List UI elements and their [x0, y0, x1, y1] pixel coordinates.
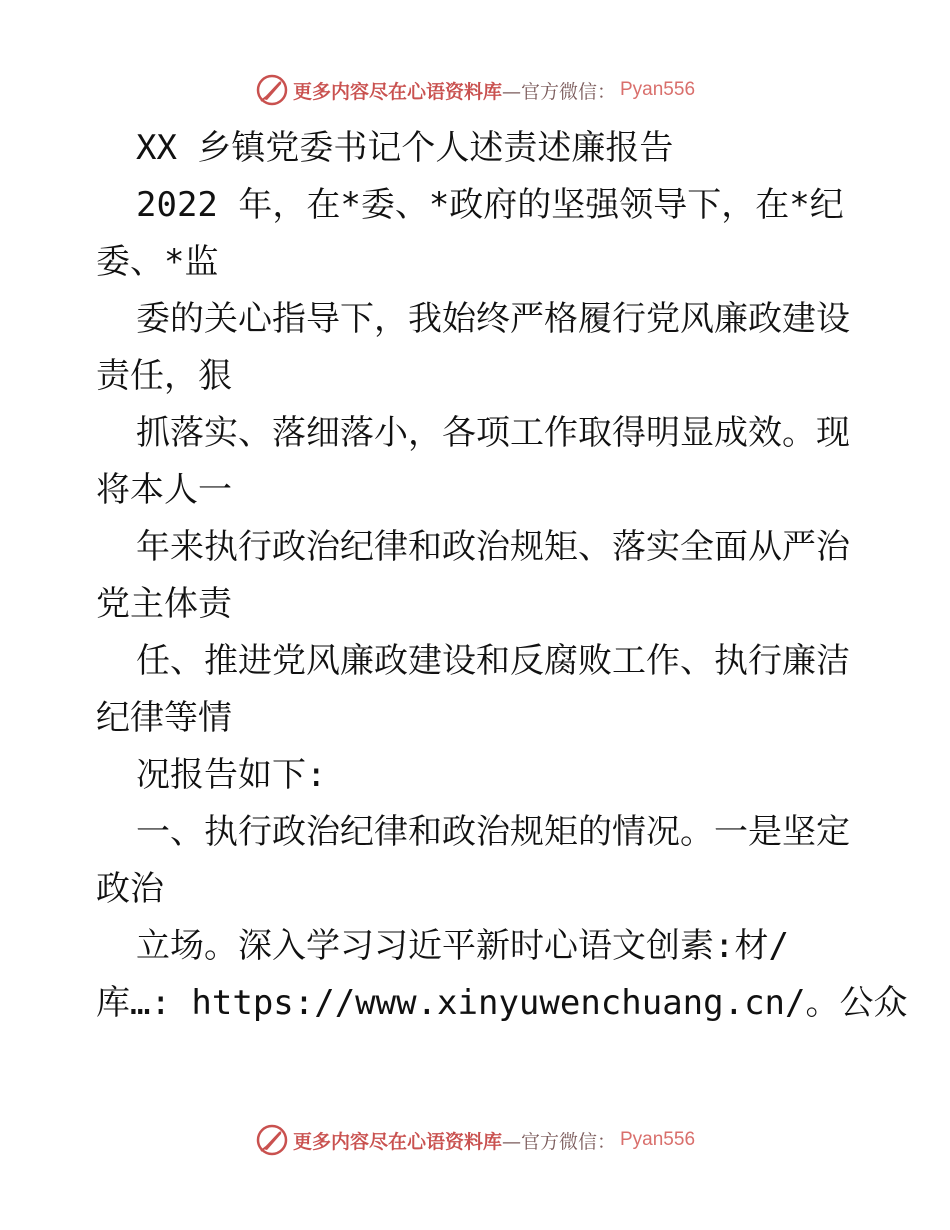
watermark-separator: —官方微信： — [501, 1130, 616, 1153]
quill-logo-icon — [255, 1123, 289, 1157]
paragraph-line: 党主体责 — [96, 584, 232, 624]
footer-watermark — [0, 1120, 950, 1160]
paragraph-line: 将本人一 — [96, 470, 232, 510]
paragraph-line: 委的关心指导下，我始终严格履行党风廉政建设 — [136, 299, 850, 339]
paragraph-line: 纪律等情 — [96, 698, 232, 738]
paragraph-line: 责任，狠 — [96, 356, 232, 396]
paragraph-line: 年来执行政治纪律和政治规矩、落实全面从严治 — [136, 527, 850, 567]
watermark-main-text: 更多内容尽在心语资料库 — [292, 80, 502, 103]
document-title: XX 乡镇党委书记个人述责述廉报告 — [136, 128, 674, 168]
watermark-separator: —官方微信： — [501, 80, 616, 103]
paragraph-line-with-url: 库…: https://www.xinyuwenchuang.cn/。公众 — [96, 983, 908, 1023]
paragraph-line: 况报告如下: — [136, 755, 327, 795]
watermark-wechat-id: Pyan556 — [620, 1129, 696, 1150]
paragraph-line: 任、推进党风廉政建设和反腐败工作、执行廉洁 — [136, 641, 850, 681]
quill-logo-icon — [255, 73, 289, 107]
paragraph-line: 立场。深入学习习近平新时心语文创素:材/ — [136, 926, 789, 966]
paragraph-line: 委、*监 — [96, 242, 219, 282]
paragraph-line: 抓落实、落细落小，各项工作取得明显成效。现 — [136, 413, 850, 453]
watermark-main-text: 更多内容尽在心语资料库 — [292, 1130, 502, 1153]
document-body — [96, 120, 908, 1032]
watermark-wechat-id: Pyan556 — [620, 79, 696, 100]
section-heading-line: 一、执行政治纪律和政治规矩的情况。一是坚定 — [136, 812, 850, 852]
paragraph-line: 政治 — [96, 869, 164, 909]
header-watermark — [0, 70, 950, 110]
paragraph-line: 2022 年，在*委、*政府的坚强领导下，在*纪 — [136, 185, 844, 225]
